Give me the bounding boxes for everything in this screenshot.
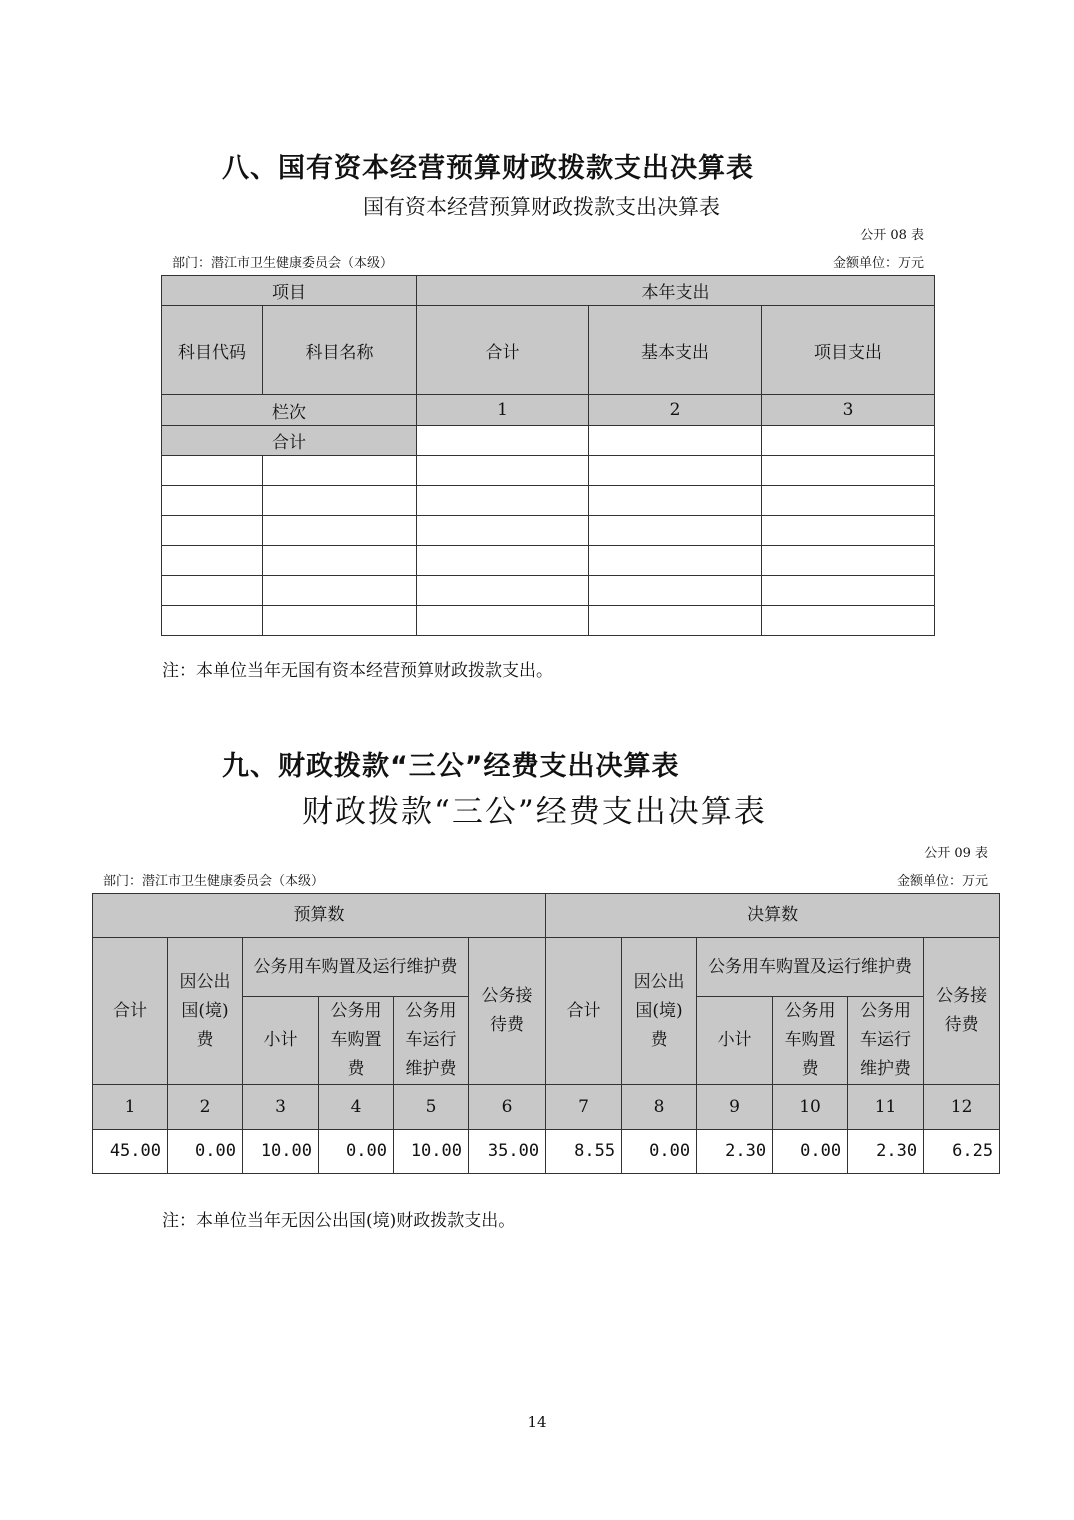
header-budget-car: 公务用车购置及运行维护费 [243,938,469,997]
table-cell [589,426,762,456]
value-cell: 6.25 [924,1130,1000,1174]
table-cell [417,426,589,456]
section8-title: 国有资本经营预算财政拨款支出决算表 [363,195,720,219]
col-number: 3 [243,1085,319,1130]
col-number: 11 [848,1085,924,1130]
header-final-abroad: 因公出国(境)费 [622,938,697,1085]
col-number: 12 [924,1085,1000,1130]
section8-table-no: 公开 08 表 [860,228,924,243]
table-row [162,606,935,636]
value-cell: 10.00 [243,1130,319,1174]
header-code: 科目代码 [162,306,263,395]
col-number: 5 [394,1085,469,1130]
table-row [162,516,935,546]
header-budget-car-purchase: 公务用车购置费 [319,997,394,1085]
section8-unit: 金额单位：万元 [832,256,924,271]
value-cell: 2.30 [697,1130,773,1174]
value-cell: 0.00 [622,1130,697,1174]
header-final-car: 公务用车购置及运行维护费 [697,938,924,997]
value-cell: 10.00 [394,1130,469,1174]
header-final-total: 合计 [546,938,622,1085]
header-budget-total: 合计 [93,938,168,1085]
section8-note: 注：本单位当年无国有资本经营预算财政拨款支出。 [162,661,553,681]
section9-title: 财政拨款“三公”经费支出决算表 [302,794,767,830]
three-public-expense-table [92,893,1000,1174]
header-final-car-purchase: 公务用车购置费 [773,997,848,1085]
header-col2: 2 [589,395,762,426]
header-basic: 基本支出 [589,306,762,395]
table-row [162,576,935,606]
table-row [162,456,935,486]
column-number-row [93,1085,1000,1130]
col-number: 6 [469,1085,546,1130]
header-budget-car-run: 公务用车运行维护费 [394,997,469,1085]
header-col3: 3 [762,395,935,426]
value-row [93,1130,1000,1174]
value-cell: 0.00 [773,1130,848,1174]
col-number: 8 [622,1085,697,1130]
section8-dept: 部门：潜江市卫生健康委员会（本级） [172,256,394,271]
table-cell [762,426,935,456]
value-cell: 8.55 [546,1130,622,1174]
section9-note: 注：本单位当年无因公出国(境)财政拨款支出。 [162,1211,516,1231]
header-col-label: 栏次 [162,395,417,426]
col-number: 2 [168,1085,243,1130]
header-year-expense: 本年支出 [417,276,935,306]
header-col1: 1 [417,395,589,426]
header-final-subtotal: 小计 [697,997,773,1085]
header-budget-reception: 公务接待费 [469,938,546,1085]
section8-heading: 八、国有资本经营预算财政拨款支出决算表 [222,153,754,184]
sum-row-label: 合计 [162,426,417,456]
state-capital-expense-table [161,275,935,636]
value-cell: 0.00 [168,1130,243,1174]
value-cell: 0.00 [319,1130,394,1174]
section9-table-no: 公开 09 表 [924,846,988,861]
header-budget: 预算数 [93,894,546,938]
header-final-car-run: 公务用车运行维护费 [848,997,924,1085]
value-cell: 2.30 [848,1130,924,1174]
page-number: 14 [527,1413,547,1431]
header-project-expense: 项目支出 [762,306,935,395]
col-number: 4 [319,1085,394,1130]
value-cell: 45.00 [93,1130,168,1174]
header-final: 决算数 [546,894,1000,938]
header-project: 项目 [162,276,417,306]
header-budget-abroad: 因公出国(境)费 [168,938,243,1085]
col-number: 7 [546,1085,622,1130]
value-cell: 35.00 [469,1130,546,1174]
header-budget-subtotal: 小计 [243,997,319,1085]
col-number: 1 [93,1085,168,1130]
section9-unit: 金额单位：万元 [896,874,988,889]
header-name: 科目名称 [263,306,417,395]
col-number: 9 [697,1085,773,1130]
table-row [162,486,935,516]
header-final-reception: 公务接待费 [924,938,1000,1085]
section9-dept: 部门：潜江市卫生健康委员会（本级） [103,874,325,889]
header-total: 合计 [417,306,589,395]
table-row [162,546,935,576]
section9-heading: 九、财政拨款“三公”经费支出决算表 [222,751,680,782]
col-number: 10 [773,1085,848,1130]
